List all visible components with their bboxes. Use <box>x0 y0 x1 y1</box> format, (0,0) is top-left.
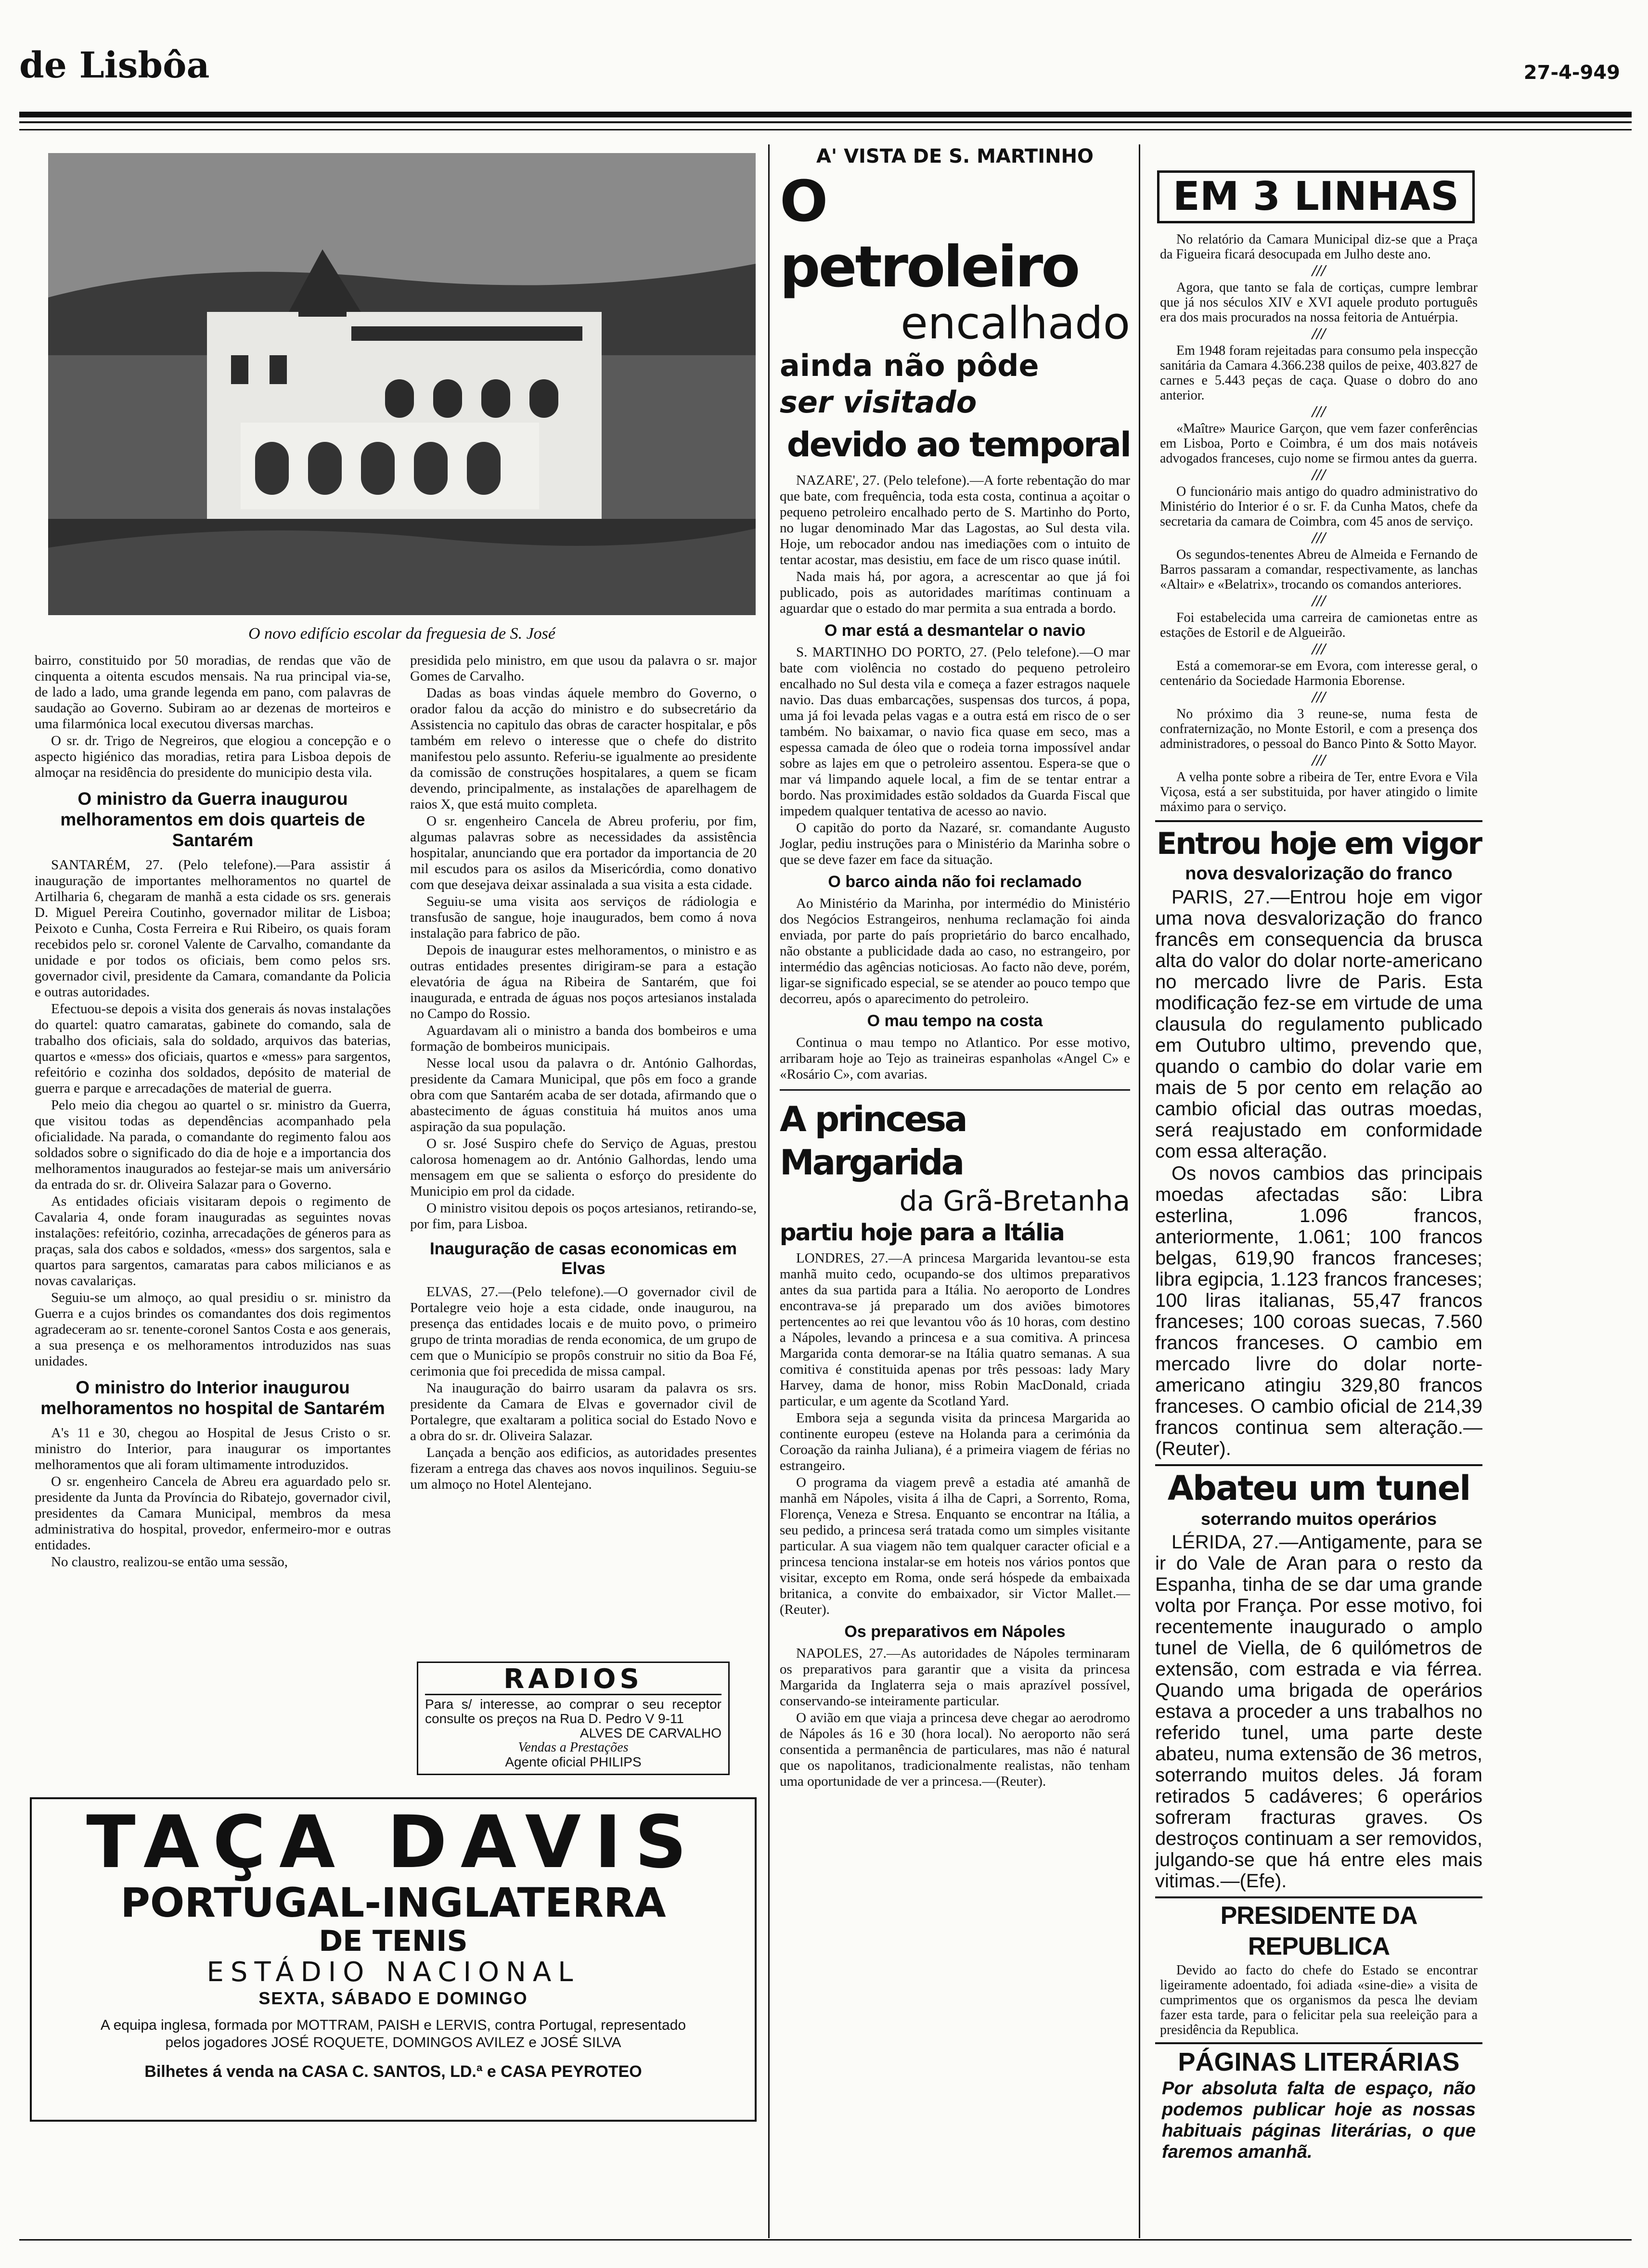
franco-body <box>1150 885 1487 1459</box>
headline-ainda: ainda não pôde <box>780 348 1039 383</box>
subheading-reclamado: O barco ainda não foi reclamado <box>828 873 1082 891</box>
article-paragraph: PARIS, 27.—Entrou hoje em vigor uma nova desvalorização do franco francês em consequencia da brusca alta do valor do dolar norte-americano no mercado livre de Paris. Esta modificação fez-se em virtude de uma clausula do regulamento publicado em Outubro ultimo, prevendo que, quando o cambio do dolar varie em mais de 5 por cento em relação ao cambio oficial das outras moedas, será reajustado em conformidade com essa alteração. <box>1155 887 1482 1162</box>
headline-interior: O ministro do Interior inaugurou melhoramentos no hospital de Santarém <box>40 1378 385 1418</box>
article-paragraph: As entidades oficiais visitaram depois o regimento de Cavalaria 4, onde foram inauguradas as seguintes novas instalações: refeitório, cozinha, arrecadações de géneros para as praças, sala dos cabos e soldados, «mess» dos sargentos, sala e quartos para sargentos, camaratas para cabos milicianos e as novas cavalariças. <box>35 1194 391 1289</box>
paginas-literarias-body: Por absoluta falta de espaço, não podemos publicar hoje as nossas habituais páginas literárias, o que faremos amanhã. <box>1162 2078 1476 2162</box>
davis-subtitle: PORTUGAL-INGLATERRA <box>120 1879 666 1926</box>
article-paragraph: O avião em que viaja a princesa deve chegar ao aerodromo de Nápoles ás 16 e 30 (hora local). No aeroporto não será consentida a permanência de particulares, mas não é natural que os napolitanos, tradicionalmente realistas, não tenham uma oportunidade de ver a princesa.—(Reuter). <box>780 1710 1130 1789</box>
brief-separator: /// <box>1312 529 1326 547</box>
kicker-s-martinho: A' VISTA DE S. MARTINHO <box>816 145 1094 168</box>
headline-abateu: Abateu um tunel <box>1167 1469 1470 1508</box>
article-paragraph: O sr. engenheiro Cancela de Abreu proferiu, por fim, algumas palavras sobre as necessidades da assistência hospitalar, anunciando que era portador da importancia de 20 mil escudos para os asilos da Misericórdia, como donativo com que desejava deixar assinalada a sua visita a esta cidade. <box>410 813 757 892</box>
intro-paragraph: O sr. dr. Trigo de Negreiros, que elogiou a concepção e o aspecto higiénico das moradias, retira para Lisboa depois de almoçar na residência do presidente do municipio desta vila. <box>35 733 391 780</box>
subheading-mau-tempo: O mau tempo na costa <box>867 1012 1043 1030</box>
taca-davis-ad <box>30 1797 757 2122</box>
brief-separator: /// <box>1312 592 1326 610</box>
section-divider <box>1155 1464 1482 1466</box>
footer-rule <box>19 2239 1632 2241</box>
tunel-body <box>1150 1530 1487 1892</box>
article-paragraph: Efectuou-se depois a visita dos generais ás novas instalações do quartel: quatro camaratas, gabinete do comando, sala de trabalho dos oficiais, sala do soldado, arquivos das baterias, quartos e «mess» dos oficiais, quartos e «mess» para sargentos, refeitório e cozinha dos soldados, depósito de material de guerra e parque e arrecadações de material de guerra. <box>35 1001 391 1096</box>
article-paragraph: Devido ao facto do chefe do Estado se encontrar ligeiramente adoentado, foi adiada «sine-die» a visita de cumprimentos que os organismos da pesca lhe deviam fazer esta tarde, para o felicitar pela sua reeleição para a presidência da Republica. <box>1160 1963 1478 2037</box>
article-paragraph: O capitão do porto da Nazaré, sr. comandante Augusto Joglar, pediu instruções para o Ministério da Marinha sobre o que se deve fazer em face da situação. <box>780 820 1130 867</box>
article-paragraph: LONDRES, 27.—A princesa Margarida levantou-se esta manhã muito cedo, ocupando-se dos ultimos preparativos antes da sua partida para a Itália. No aeroporto de Londres encontrava-se já preparado um dos aviões bimotores pertencentes ao rei que levantou vôo ás 10 horas, com destino a Nápoles, levando a princesa e a sua comitiva. A princesa Margarida conta demorar-se na Itália quatro semanas. A sua comitiva é constituida apenas por três pessoas: lady Mary Harvey, dama de honor, miss Robin MacDonald, criada particular, e um agente da Scotland Yard. <box>780 1250 1130 1409</box>
column-4 <box>1150 144 1487 2163</box>
masthead-rule-thin <box>19 121 1632 123</box>
column-1 <box>35 653 391 1571</box>
brief-item: No relatório da Camara Municipal diz-se que a Praça da Figueira ficará desocupada em Julho deste ano. <box>1160 232 1478 262</box>
article-paragraph: Depois de inaugurar estes melhoramentos, o ministro e as outras entidades presentes dirigiram-se para a estação elevatória de água na Ribeira de Santarém, que foi inaugurada, e entrada de águas nos poços artesianos instalada no Campo do Rossio. <box>410 942 757 1021</box>
headline-petroleiro: O petroleiro <box>780 168 1079 300</box>
article-paragraph: S. MARTINHO DO PORTO, 27. (Pelo telefone).—O mar bate com violência no costado do pequeno petroleiro encalhado no Sul desta vila e começa a fazer estragos naquele navio. Das duas embarcações, suspensas dos turcos, á popa, uma já foi levada pelas vagas e a outra está em risco de o ser também. No baixamar, o navio fica quase em seco, mas a espessa camada de óleo que o rodeia torna impossível andar sobre as lajes em que o petroleiro assentou. Espera-se que o mar vá limpando aquele local, a fim de se tentar entrar a bordo. Nas proximidades estão soldados da Guarda Fiscal que impedem qualquer tentativa de acesso ao navio. <box>780 644 1130 819</box>
headline-gra-bretanha: da Grã-Bretanha <box>899 1185 1130 1217</box>
article-paragraph: Aguardavam ali o ministro a banda dos bombeiros e uma formação de bombeiros municipais. <box>410 1023 757 1054</box>
radios-ad-agent: Agente oficial PHILIPS <box>505 1754 642 1769</box>
em-3-linhas-box <box>1157 170 1475 223</box>
brief-separator: /// <box>1312 262 1326 280</box>
brief-separator: /// <box>1312 751 1326 769</box>
headline-temporal: devido ao temporal <box>786 425 1130 464</box>
school-building-photo <box>48 153 756 615</box>
article-paragraph: Nada mais há, por agora, a acrescentar ao que já foi publicado, pois as autoridades marítimas continuam a aguardar que o estado do mar permita a sua entrada a bordo. <box>780 569 1130 616</box>
article-paragraph: NAZARE', 27. (Pelo telefone).—A forte rebentação do mar que bate, com frequência, toda esta costa, continua a açoitar o pequeno petroleiro encalhado perto de S. Martinho do Porto, no lugar denominado Mar das Lagostas, ao Sul desta vila. Hoje, um rebocador andou nas imediações com o intuito de tentar acostar, mas desistiu, em face de um risco quase inútil. <box>780 473 1130 567</box>
brief-item: Os segundos-tenentes Abreu de Almeida e Fernando de Barros passaram a comandar, respectivamente, as lanchas «Altair» e «Belatrix», trocando os comandos anteriores. <box>1160 547 1478 592</box>
article-paragraph: No claustro, realizou-se então uma sessão, <box>51 1554 288 1570</box>
brief-separator: /// <box>1312 640 1326 658</box>
brief-item: No próximo dia 3 reune-se, numa festa de confraternização, no Monte Estoril, e com a presença dos administradores, o pessoal do Banco Pinto & Sotto Mayor. <box>1160 707 1478 751</box>
headline-guerra: O ministro da Guerra inaugurou melhoramentos em dois quarteis de Santarém <box>60 789 365 850</box>
column-separator-2 <box>1139 144 1140 2238</box>
article-paragraph: Os novos cambios das principais moedas afectadas são: Libra esterlina, 1.096 francos, anteriormente, 1.061; 100 francos belgas, 619,90 francos franceses; libra egipcia, 1.123 francos franceses; 100 liras italianas, 55,47 francos franceses; 100 coroas suecas, 7.560 francos franceses. O cambio em mercado livre do dolar norte-americano atingiu 329,80 francos franceses. O cambio oficial de 214,39 francos continua sem alteração.—(Reuter). <box>1155 1163 1482 1459</box>
article-paragraph: Pelo meio dia chegou ao quartel o sr. ministro da Guerra, que visitou todas as dependências acompanhado pela oficialidade. Na parada, o comandante do regimento falou aos soldados sobre o significado do dia de hoje e a importancia dos melhoramentos inaugurados ao festejar-se mais um aniversário da entrada do sr. dr. Oliveira Salazar para o Governo. <box>35 1097 391 1192</box>
masthead-rule-sub <box>19 129 1632 130</box>
article-paragraph: Continua o mau tempo no Atlantico. Por esse motivo, arribaram hoje ao Tejo as traineiras espanholas «Angel C» e «Rosário C», com avarias. <box>780 1035 1130 1082</box>
section-divider <box>1155 2042 1482 2044</box>
subheading-napoles: Os preparativos em Nápoles <box>844 1623 1066 1641</box>
brief-item: A velha ponte sobre a ribeira de Ter, entre Evora e Vila Viçosa, está a ser substituida, por haver atingido o limite máximo para o serviço. <box>1160 770 1478 814</box>
masthead-rule-top <box>19 112 1632 117</box>
brief-separator: /// <box>1312 466 1326 484</box>
column-separator-1 <box>768 144 770 2238</box>
davis-tickets: Bilhetes á venda na CASA C. SANTOS, LD.ª e CASA PEYROTEO <box>144 2062 642 2081</box>
article-paragraph: Seguiu-se um almoço, ao qual presidiu o sr. ministro da Guerra e a cujos brindes os comandantes dos dois regimentos agradeceram ao sr. tenente-coronel Santos Costa e aos generais, a sua presença e os melhoramentos introduzidos nas suas unidades. <box>35 1290 391 1369</box>
headline-soterrando: soterrando muitos operários <box>1200 1509 1437 1529</box>
brief-item: Foi estabelecida uma carreira de camionetas entre as estações de Estoril e de Algueirão. <box>1160 610 1478 640</box>
davis-days: SEXTA, SÁBADO E DOMINGO <box>258 1988 528 2008</box>
article-paragraph: O sr. José Suspiro chefe do Serviço de Aguas, prestou calorosa homenagem ao dr. António Galhordas, lendo uma mensagem em que se salienta o esforço do presidente do Municipio em prol da cidade. <box>410 1136 757 1199</box>
article-paragraph: NAPOLES, 27.—As autoridades de Nápoles terminaram os preparativos para garantir que a visita da princesa Margarida da Inglaterra seja o mais aprazível possível, conservando-se inteiramente particular. <box>780 1646 1130 1709</box>
photo-caption: O novo edifício escolar da freguesia de S. José <box>248 625 555 643</box>
headline-encalhado: encalhado <box>901 297 1130 349</box>
article-paragraph: ELVAS, 27.—(Pelo telefone).—O governador civil de Portalegre veio hoje a esta cidade, onde inaugurou, na presença das entidades locais e de muito povo, o primeiro grupo de trinta moradias de renda economica, de um grupo de cem que o Município se propôs construir no sitio da Boa Fé, cerimonia que foi precedida de missa campal. <box>410 1284 757 1379</box>
davis-venue: ESTÁDIO NACIONAL <box>206 1957 580 1988</box>
section-divider <box>780 1089 1130 1091</box>
article-paragraph: Nesse local usou da palavra o dr. António Galhordas, presidente da Camara Municipal, que pôs em foco a grande obra com que Santarém acaba de ser dotada, afirmando que o abastecimento de águas constituia há muitos anos uma aspiração da sua população. <box>410 1056 757 1134</box>
article-paragraph: SANTARÉM, 27. (Pelo telefone).—Para assistir á inauguração de importantes melhoramentos no quartel de Artilharia 6, chegaram de manhã a esta cidade os srs. generais D. Miguel Pereira Coutinho, governador militar de Lisboa; Peixoto e Cunha, Costa Ferreira e Rui Ribeiro, os quais foram recebidos pelo sr. coronel Valente de Carvalho, comandante da unidade e por todos os oficiais, bem como pelos srs. governador civil, presidente da Camara, comandante da Policia e outras autoridades. <box>35 857 391 1000</box>
article-paragraph: Ao Ministério da Marinha, por intermédio do Ministério dos Negócios Estrangeiros, nenhuma reclamação foi ainda enviada, por parte do país proprietário do barco encalhado, não obstante a publicidade dada ao caso, no estrangeiro, por intermédio das agências noticiosas. Ao facto não deve, porém, ligar-se significado especial, se se atender ao pouco tempo que decorreu, após o aparecimento do petroleiro. <box>780 896 1130 1006</box>
davis-teams: A equipa inglesa, formada por MOTTRAM, PAISH e LERVIS, contra Portugal, representado pelos jogadores JOSÉ ROQUETE, DOMINGOS AVILEZ e JOSÉ SILVA <box>100 2017 686 2050</box>
article-paragraph: Na inauguração do bairro usaram da palavra os srs. presidente da Camara de Elvas e governador civil de Portalegre, que exaltaram a politica social do Estado Novo e a obra do sr. dr. Oliveira Salazar. <box>410 1380 757 1443</box>
section-divider <box>1155 1896 1482 1898</box>
radios-ad-title: RADIOS <box>425 1665 721 1695</box>
article-paragraph: O sr. engenheiro Cancela de Abreu era aguardado pelo sr. presidente da Junta da Província do Ribatejo, governador civil, presidentes da Camara Municipal, membros da mesa administrativa do hospital, provedor, enfermeiro-mor e outras entidades. <box>35 1474 391 1553</box>
radios-ad-sales: Vendas a Prestações <box>518 1740 629 1755</box>
masthead-title: de Lisbôa <box>19 45 210 86</box>
headline-desvalorizacao: nova desvalorização do franco <box>1185 863 1453 884</box>
column-3 <box>780 144 1130 1791</box>
brief-separator: /// <box>1312 325 1326 343</box>
radios-ad <box>417 1662 730 1775</box>
petroleiro-body <box>780 473 1130 1082</box>
headline-paginas-literarias: PÁGINAS LITERÁRIAS <box>1178 2048 1460 2076</box>
masthead-date: 27-4-949 <box>1523 62 1620 84</box>
article-paragraph: O ministro visitou depois os poços artesianos, retirando-se, por fim, para Lisboa. <box>410 1200 757 1232</box>
presidente-body <box>1150 1962 1487 2037</box>
article-paragraph: LÉRIDA, 27.—Antigamente, para se ir do Vale de Aran para o resto da Espanha, tinha de se dar uma grande volta por França. Por esse motivo, foi recentemente inaugurado o amplo tunel de Viella, de 6 quilómetros de extensão, com estrada e via férrea. Quando uma brigada de operários estava a proceder a uns trabalhos no referido tunel, uma parte deste abateu, numa extensão de 36 metros, soterrando muitos deles. Já foram retirados 5 cadáveres; 6 operários sofreram fracturas graves. Os destroços continuam a ser removidos, julgando-se que há entre eles mais vitimas.—(Efe). <box>1155 1532 1482 1892</box>
article-paragraph: Embora seja a segunda visita da princesa Margarida ao continente europeu (esteve na Holanda para a cerimónia da Coroação da rainha Juliana), é a primeira viagem de férias no estrangeiro. <box>780 1410 1130 1473</box>
em-3-linhas-title: EM 3 LINHAS <box>1172 174 1459 219</box>
headline-entrou-hoje: Entrou hoje em vigor <box>1156 826 1481 861</box>
headline-presidente: PRESIDENTE DA REPUBLICA <box>1220 1902 1417 1960</box>
article-paragraph: presidida pelo ministro, em que usou da palavra o sr. major Gomes de Carvalho. <box>410 653 757 684</box>
headline-partiu: partiu hoje para a Itália <box>780 1219 1064 1246</box>
brief-item: Em 1948 foram rejeitadas para consumo pela inspecção sanitária da Camara 4.366.238 quilos de peixe, 403.827 de carnes e 5.443 peças de caça. Quase o dobro do ano anterior. <box>1160 343 1478 403</box>
article-paragraph: Dadas as boas vindas áquele membro do Governo, o orador falou da acção do ministro e do subsecretário da Assistencia no capitulo das obras de caracter hospitalar, e pôs também em relevo o interesse que o chefe do distrito manifestou pelo assunto. Referiu-se igualmente ao presidente da comissão de construções hospitalares, a quem se ficam devendo, principalmente, as instalações de aparelhagem de raios X, que está muito completa. <box>410 685 757 812</box>
brief-separator: /// <box>1312 688 1326 706</box>
em-3-linhas-list <box>1150 232 1487 814</box>
column-2 <box>410 653 757 1494</box>
davis-sport: DE TENIS <box>319 1924 468 1958</box>
article-paragraph: Lançada a benção aos edificios, as autoridades presentes fizeram a entrega das chaves aos novos inquilinos. Seguiu-se um almoço no Hotel Alentejano. <box>410 1445 757 1492</box>
headline-visitado: ser visitado <box>780 385 977 420</box>
article-paragraph: A's 11 e 30, chegou ao Hospital de Jesus Cristo o sr. ministro do Interior, para inaugurar os importantes melhoramentos que ali foram ultimamente introduzidos. <box>35 1425 391 1472</box>
davis-title: TAÇA DAVIS <box>86 1801 700 1884</box>
brief-item: Agora, que tanto se fala de cortiças, cumpre lembrar que já nos séculos XIV e XVI aquele produto português era dos mais procurados na nossa feitoria de Antuérpia. <box>1160 280 1478 325</box>
brief-item: O funcionário mais antigo do quadro administrativo do Ministério do Interior é o sr. F. da Cunha Matos, chefe da secretaria da camara de Coimbra, com 45 anos de serviço. <box>1160 484 1478 529</box>
brief-item: Está a comemorar-se em Evora, com interesse geral, o centenário da Sociedade Harmonia Eborense. <box>1160 658 1478 688</box>
section-divider <box>1155 820 1482 822</box>
article-paragraph: O programa da viagem prevê a estadia até amanhã de manhã em Nápoles, visita á ilha de Capri, a Sorrento, Roma, Florença, Veneza e Stresa. Enquanto se encontrar na Itália, a seu pedido, a princesa será tratada como um simples visitante particular. A sua viagem não tem qualquer caracter oficial e a princesa tenciona instalar-se em hoteis nos vários pontos que visitar, excepto em Roma, onde será hóspede da embaixada britanica, a convite do embaixador, sir Victor Mallet.—(Reuter). <box>780 1475 1130 1617</box>
school-building-illustration <box>48 153 756 615</box>
radios-ad-company: ALVES DE CARVALHO <box>579 1726 721 1740</box>
subheading-desmantelar: O mar está a desmantelar o navio <box>824 621 1086 640</box>
brief-separator: /// <box>1312 403 1326 421</box>
intro-paragraph: bairro, constituido por 50 moradias, de rendas que vão de cinquenta a oitenta escudos mensais. Na rua principal via-se, de lado a lado, uma grande legenda em pano, com palavras de saudação ao Governo. Subiram ao ar dezenas de morteiros e uma filarmónica local executou diversas marchas. <box>35 653 391 732</box>
headline-princesa: A princesa Margarida <box>780 1099 966 1183</box>
margarida-body <box>780 1250 1130 1790</box>
brief-item: «Maître» Maurice Garçon, que vem fazer conferências em Lisboa, Porto e Coimbra, é um dos mais notáveis advogados franceses, cujo nome se firmou antes da guerra. <box>1160 421 1478 466</box>
headline-elvas: Inauguração de casas economicas em Elvas <box>429 1239 737 1278</box>
article-paragraph: Seguiu-se uma visita aos serviços de rádiologia e transfusão de sangue, hoje inaugurados, bem como á nova instalação para fabrico de pão. <box>410 894 757 941</box>
radios-ad-text: Para s/ interesse, ao comprar o seu receptor consulte os preços na Rua D. Pedro V 9-11 <box>425 1697 721 1726</box>
